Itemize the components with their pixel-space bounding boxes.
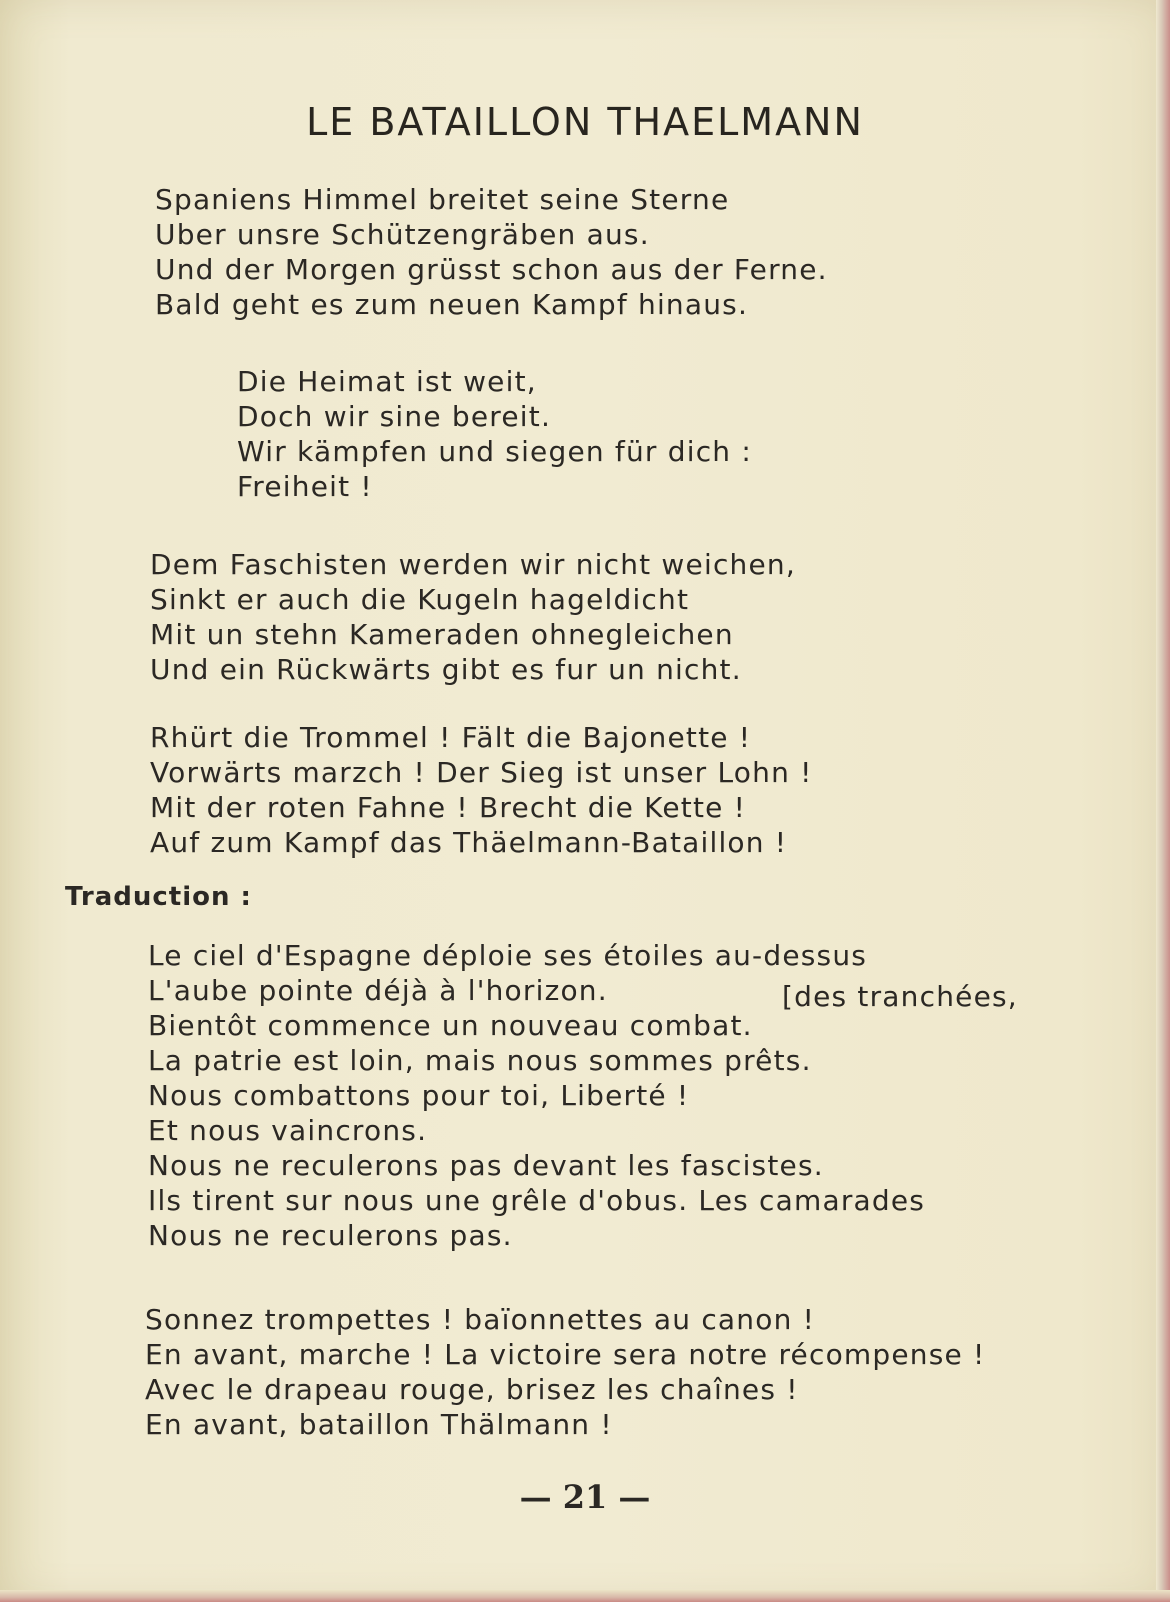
verse-line: Sinkt er auch die Kugeln hageldicht xyxy=(150,583,690,616)
page-edge-bottom xyxy=(0,1590,1170,1602)
page-edge-right xyxy=(1156,0,1170,1602)
verse-line: Die Heimat ist weit, xyxy=(237,365,537,398)
verse-line: Vorwärts marzch ! Der Sieg ist unser Lohn ! xyxy=(150,756,813,789)
verse-line: Auf zum Kampf das Thäelmann-Bataillon ! xyxy=(150,826,788,859)
refrain xyxy=(237,364,752,504)
page-number: — 21 — xyxy=(519,1478,651,1516)
verse-line: Rhürt die Trommel ! Fält die Bajonette ! xyxy=(150,721,752,754)
translation-line: Le ciel d'Espagne déploie ses étoiles au-dessus xyxy=(148,939,868,972)
translation-block-2 xyxy=(145,1302,985,1442)
stanza-2 xyxy=(150,547,796,687)
translation-line: En avant, marche ! La victoire sera notre récompense ! xyxy=(145,1338,986,1371)
stanza-3 xyxy=(150,720,813,860)
verse-line: Und der Morgen grüsst schon aus der Ferne. xyxy=(155,253,828,286)
translation-line: Avec le drapeau rouge, brisez les chaînes ! xyxy=(145,1373,799,1406)
translation-line: Bientôt commence un nouveau combat. xyxy=(148,1009,753,1042)
verse-line: Wir kämpfen und siegen für dich : xyxy=(237,435,752,468)
translation-continuation: [des tranchées, xyxy=(782,980,1018,1013)
stanza-1 xyxy=(155,182,828,322)
verse-line: Mit der roten Fahne ! Brecht die Kette ! xyxy=(150,791,747,824)
translation-line: Ils tirent sur nous une grêle d'obus. Les camarades xyxy=(148,1184,926,1217)
translation-line: Sonnez trompettes ! baïonnettes au canon ! xyxy=(145,1303,816,1336)
translation-line: En avant, bataillon Thälmann ! xyxy=(145,1408,613,1441)
translation-line: Nous combattons pour toi, Liberté ! xyxy=(148,1079,690,1112)
translation-line: L'aube pointe déjà à l'horizon. xyxy=(148,974,608,1007)
verse-line: Spaniens Himmel breitet seine Sterne xyxy=(155,183,730,216)
verse-line: Und ein Rückwärts gibt es fur un nicht. xyxy=(150,653,742,686)
verse-line: Mit un stehn Kameraden ohnegleichen xyxy=(150,618,734,651)
verse-line: Doch wir sine bereit. xyxy=(237,400,552,433)
verse-line: Dem Faschisten werden wir nicht weichen, xyxy=(150,548,796,581)
verse-line: Freiheit ! xyxy=(237,470,373,503)
verse-line: Bald geht es zum neuen Kampf hinaus. xyxy=(155,288,749,321)
song-title: LE BATAILLON THAELMANN xyxy=(306,100,864,144)
translation-line: La patrie est loin, mais nous sommes prêts. xyxy=(148,1044,812,1077)
verse-line: Uber unsre Schützengräben aus. xyxy=(155,218,650,251)
translation-line: Et nous vaincrons. xyxy=(148,1114,428,1147)
translation-line: Nous ne reculerons pas devant les fascistes. xyxy=(148,1149,824,1182)
translation-line: Nous ne reculerons pas. xyxy=(148,1219,513,1252)
translation-heading: Traduction : xyxy=(65,882,252,912)
